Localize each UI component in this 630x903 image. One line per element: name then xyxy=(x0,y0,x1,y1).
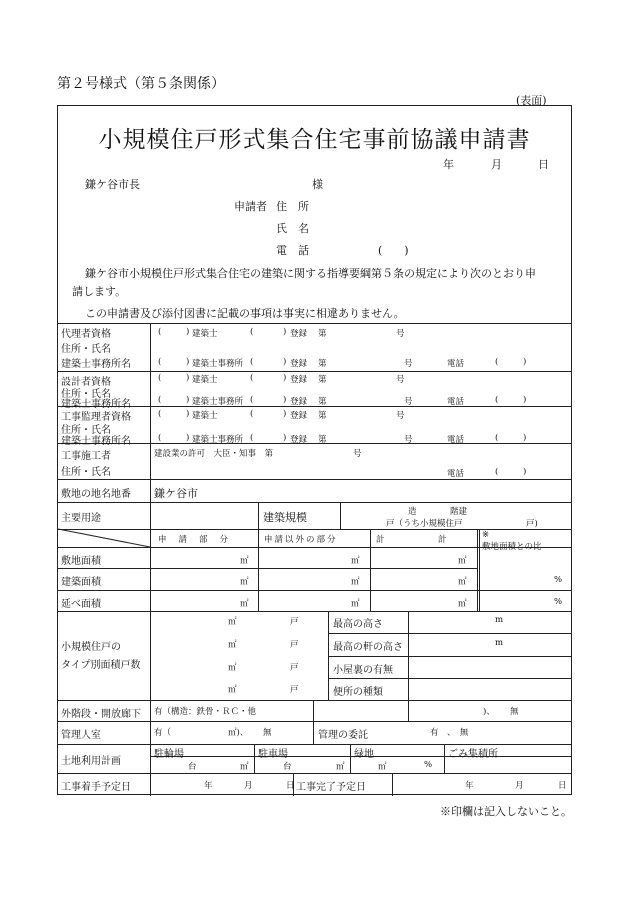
form-cell-text: 建築士 xyxy=(192,375,218,385)
form-cell-text: ㎡ xyxy=(228,663,237,673)
agent-addr-label: 住所・氏名 xyxy=(61,344,111,355)
form-cell-text: ㎡ xyxy=(240,577,249,587)
building-area-label: 建築面積 xyxy=(61,577,101,588)
form-cell-text: 号 xyxy=(396,375,405,385)
ratio-kome: ※ xyxy=(482,530,490,540)
form-cell-text: 電話 xyxy=(447,469,465,479)
form-cell-text: 第 xyxy=(318,359,327,369)
form-cell-text: 年 xyxy=(465,781,474,791)
applicant-phone-label: 電 話 xyxy=(276,244,309,257)
form-cell-text: ( xyxy=(250,395,254,405)
form-cell-text: ㎡ xyxy=(228,685,237,695)
form-cell-text: 建築士 xyxy=(192,411,218,421)
toilet-label: 便所の種類 xyxy=(333,687,383,698)
form-cell-text: ( xyxy=(250,433,254,443)
max-height-label: 最高の高さ xyxy=(333,619,383,630)
footer-note: ※印欄は記入しないこと。 xyxy=(440,805,572,818)
max-eave-label: 最高の軒の高さ xyxy=(333,642,403,653)
supervisor-addr-label: 住所・氏名 xyxy=(61,425,111,436)
form-cell-text: 第 xyxy=(318,435,327,445)
main-use-label: 主要用途 xyxy=(61,513,101,524)
form-cell-text: ) xyxy=(283,373,287,383)
form-cell-text: % xyxy=(554,597,563,607)
site-address-label: 敷地の地名地番 xyxy=(61,489,131,500)
corridor-label: 外階段・開放廊下 xyxy=(61,709,141,720)
form-cell-text: ( xyxy=(158,409,162,419)
form-cell-text: ) xyxy=(523,395,527,405)
form-cell-text: 登録 xyxy=(290,397,308,407)
form-cell-text: ( xyxy=(495,433,499,443)
form-title: 小規模住戸形式集合住宅事前協議申請書 xyxy=(98,127,531,153)
form-cell-text: 無 xyxy=(263,728,272,738)
form-cell-text: 建築士事務所 xyxy=(192,397,244,407)
form-cell-text: 号 xyxy=(404,397,413,407)
form-cell-text: m xyxy=(495,615,504,625)
form-cell-text: 戸（うち小規模住戸 xyxy=(386,519,463,529)
form-cell-text: ( xyxy=(158,433,162,443)
contractor-license: 建設業の許可 大臣・知事 第 xyxy=(154,449,274,459)
form-cell-text: ) xyxy=(523,357,527,367)
form-cell-text: 台 xyxy=(188,762,197,772)
form-cell-text: 第 xyxy=(318,397,327,407)
applicant-phone-paren: ( ) xyxy=(378,244,409,257)
form-cell-text: 戸) xyxy=(526,519,538,529)
form-cell-text: m xyxy=(495,638,504,648)
mgmt-outsource-value: 有 、 無 xyxy=(430,728,469,738)
form-cell-text: 台 xyxy=(283,762,292,772)
form-cell-text: ( xyxy=(495,395,499,405)
form-cell-text: ㎡ xyxy=(351,599,360,609)
form-cell-text: 計 xyxy=(376,535,385,545)
form-cell-text: ( xyxy=(250,409,254,419)
form-cell-text: ㎡ xyxy=(336,762,345,772)
form-cell-text: 号 xyxy=(404,435,413,445)
form-cell-text: % xyxy=(554,575,563,585)
form-cell-text: 戸 xyxy=(290,663,299,673)
agent-office: 建築士事務所 xyxy=(192,359,244,369)
contractor-addr-label: 住所・氏名 xyxy=(61,467,111,478)
form-cell-text: 登録 xyxy=(290,375,308,385)
parking-bike-label: 駐輪場 xyxy=(154,749,184,760)
form-cell-text: 号 xyxy=(404,359,413,369)
form-cell-text: 登録 xyxy=(290,329,308,339)
land-use-label: 土地利用計画 xyxy=(61,756,121,767)
scale-label: 建築規模 xyxy=(263,511,307,524)
agent-kenchikushi: 建築士 xyxy=(192,329,218,339)
form-cell-text: 登録 xyxy=(290,359,308,369)
form-cell-text: ㎡ xyxy=(240,599,249,609)
form-cell-text: ) xyxy=(283,327,287,337)
form-cell-text: ) xyxy=(283,433,287,443)
form-cell-text: 日 xyxy=(558,781,567,791)
addressee-honorific: 様 xyxy=(312,178,323,191)
form-cell-text: ) xyxy=(283,409,287,419)
form-cell-text: ( xyxy=(158,373,162,383)
form-cell-text: ㎡ xyxy=(228,640,237,650)
form-cell-text: ) xyxy=(523,467,527,477)
form-cell-text: ) xyxy=(186,395,190,405)
application-form xyxy=(57,105,572,795)
contractor-label: 工事施工者 xyxy=(61,451,111,462)
form-cell-text: ㎡ xyxy=(240,556,249,566)
form-cell-text: 戸 xyxy=(290,685,299,695)
form-cell-text: ) xyxy=(186,327,190,337)
form-cell-text: ㎡ xyxy=(458,599,467,609)
form-cell-text: ㎡)、 xyxy=(228,728,249,738)
form-cell-text: 有（ xyxy=(154,728,172,738)
form-cell-text: 月 xyxy=(244,781,253,791)
garbage-label: ごみ集積所 xyxy=(448,749,498,760)
manager-room-label: 管理人室 xyxy=(61,730,101,741)
form-cell-text: 年 xyxy=(204,781,213,791)
form-cell-text: ㎡ xyxy=(228,617,237,627)
attic-label: 小屋裏の有無 xyxy=(333,665,393,676)
unit-type-label2: タイプ別面積戸数 xyxy=(61,660,141,671)
form-cell-text: ㎡ xyxy=(240,762,249,772)
body-text-line1: 鎌ケ谷市小規模住戸形式集合住宅の建築に関する指導要綱第５条の規定により次のとおり申 xyxy=(85,267,536,280)
green-label: 緑地 xyxy=(354,749,374,760)
form-cell-text: 電話 xyxy=(447,397,465,407)
form-cell-text: 階建 xyxy=(450,507,468,517)
addressee-name: 鎌ケ谷市長 xyxy=(85,178,140,191)
body-text-line2: 請します。 xyxy=(72,285,127,298)
supervisor-office-label: 建築士事務所名 xyxy=(61,436,131,447)
form-cell-text: 月 xyxy=(515,781,524,791)
form-cell-text: ㎡ xyxy=(351,556,360,566)
shinsei-bubun-header: 申請部分 xyxy=(158,535,241,545)
site-area-label: 敷地面積 xyxy=(61,556,101,567)
form-cell-text: ) xyxy=(283,395,287,405)
agent-office-label: 建築士事務所名 xyxy=(61,359,131,370)
site-address-value: 鎌ケ谷市 xyxy=(154,487,198,500)
designer-addr-label: 住所・氏名 xyxy=(61,389,111,400)
form-cell-text: ㎡ xyxy=(351,577,360,587)
form-cell-text: ) xyxy=(186,409,190,419)
body-text-line3: この申請書及び添付図書に記載の事項は事実に相違ありません。 xyxy=(85,307,405,320)
form-cell-text: 第 xyxy=(318,329,327,339)
parking-car-label: 駐車場 xyxy=(258,749,288,760)
unit-type-label: 小規模住戸の xyxy=(61,642,121,653)
form-cell-text: 計 xyxy=(438,535,447,545)
form-cell-text: ( xyxy=(158,357,162,367)
form-cell-text: 号 xyxy=(353,449,362,459)
form-cell-text: ( xyxy=(250,357,254,367)
date-year: 年 xyxy=(443,158,454,171)
ratio-header: 敷地面積との比 xyxy=(482,542,542,552)
form-cell-text: 号 xyxy=(396,411,405,421)
form-cell-text: 電話 xyxy=(447,359,465,369)
form-cell-text: ( xyxy=(158,327,162,337)
form-cell-text: 無 xyxy=(510,707,519,717)
form-cell-text: )、 xyxy=(483,707,495,717)
form-cell-text: 登録 xyxy=(290,411,308,421)
form-cell-text: 戸 xyxy=(290,640,299,650)
form-cell-text: ( xyxy=(495,357,499,367)
start-date-label: 工事着手予定日 xyxy=(61,782,131,793)
form-cell-text: ) xyxy=(186,373,190,383)
form-cell-text: ( xyxy=(158,395,162,405)
igai-bubun-header: 申請以外の部分 xyxy=(264,535,338,545)
form-number-label: 第２号様式（第５条関係） xyxy=(57,76,225,92)
date-day: 日 xyxy=(538,158,549,171)
form-cell-text: 号 xyxy=(396,329,405,339)
form-cell-text: % xyxy=(424,760,433,770)
applicant-address-label: 住 所 xyxy=(276,200,309,213)
designer-qual-label: 設計者資格 xyxy=(61,377,111,388)
form-cell-text: 建築士事務所 xyxy=(192,435,244,445)
form-cell-text: 第 xyxy=(318,375,327,385)
form-cell-text: 日 xyxy=(286,781,295,791)
form-cell-text: 電話 xyxy=(447,435,465,445)
form-cell-text: ) xyxy=(523,433,527,443)
corridor-value: 有（構造：鉄骨・ＲＣ・他 xyxy=(154,707,257,717)
form-cell-text: ( xyxy=(250,327,254,337)
form-cell-text: ㎡ xyxy=(378,762,387,772)
front-side-label: (表面) xyxy=(516,94,547,107)
designer-office-label: 建築士事務所名 xyxy=(61,399,131,410)
mgmt-outsource-label: 管理の委託 xyxy=(318,730,368,741)
agent-qual-label: 代理者資格 xyxy=(61,329,111,340)
form-cell-text: ( xyxy=(495,467,499,477)
form-cell-text: ) xyxy=(283,357,287,367)
date-month: 月 xyxy=(491,158,502,171)
end-date-label: 工事完了予定日 xyxy=(296,782,366,793)
form-cell-text: 登録 xyxy=(290,435,308,445)
floor-area-label: 延べ面積 xyxy=(61,599,101,610)
form-cell-text: 戸 xyxy=(290,617,299,627)
form-cell-text: ㎡ xyxy=(458,577,467,587)
form-cell-text: 第 xyxy=(318,411,327,421)
supervisor-qual-label: 工事監理者資格 xyxy=(61,412,131,423)
form-cell-text: ㎡ xyxy=(458,556,467,566)
form-cell-text: 造 xyxy=(408,507,417,517)
applicant-name-label: 氏 名 xyxy=(276,222,309,235)
applicant-label: 申請者 xyxy=(234,200,267,213)
form-cell-text: ) xyxy=(186,357,190,367)
form-cell-text: ) xyxy=(186,433,190,443)
form-cell-text: ( xyxy=(250,373,254,383)
